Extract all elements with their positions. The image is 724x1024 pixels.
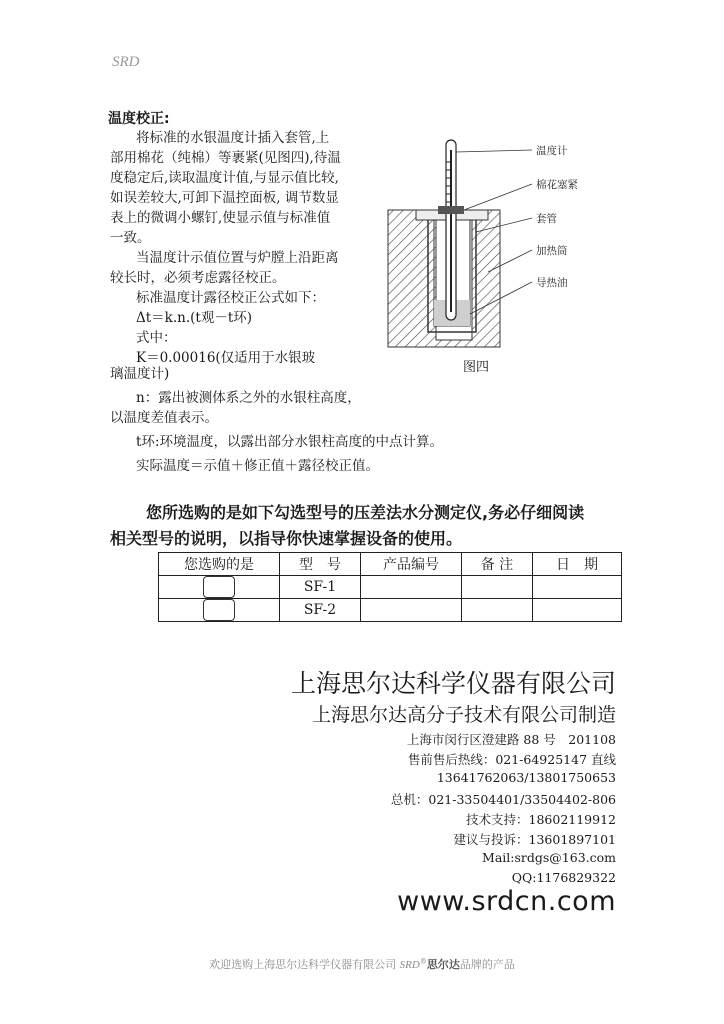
cotton-plug: [438, 206, 464, 214]
remark-cell: [462, 576, 533, 599]
footer-suffix: 品牌的产品: [459, 958, 515, 971]
table-row: [159, 576, 622, 599]
contact-hotline: 售前售后热线：021-64925147 直线: [407, 752, 616, 767]
footer: [0, 956, 724, 972]
section-title: 温度校正:: [108, 111, 170, 127]
notice-line-2: 相关型号的说明，以指导你快速掌握设备的使用。: [110, 529, 463, 548]
footer-prefix: 欢迎选购上海思尔达科学仪器有限公司: [209, 958, 400, 971]
text-line: 如误差较大,可卸下温控面板, 调节数显: [110, 190, 339, 206]
formula: Δt＝k.n.(t观－t环): [136, 310, 253, 326]
text-line: 部用棉花（纯棉）等裹紧(见图四),待温: [110, 150, 341, 166]
table-header-row: [159, 553, 622, 576]
text-line: 较长时，必须考虑露径校正。: [110, 270, 286, 286]
text-line: 璃温度计): [110, 366, 170, 382]
footer-brand-logo: SRD: [399, 959, 420, 971]
text-line: 一致。: [110, 230, 151, 246]
select-cell: [159, 599, 280, 622]
label-cotton-plug: 棉花塞紧: [536, 179, 578, 191]
text-line: K＝0.00016(仅适用于水银玻: [136, 350, 316, 366]
col-header-model: 型 号: [280, 553, 361, 576]
contact-address: 上海市闵行区澄建路 88 号 201108: [406, 732, 616, 747]
table-row: [159, 599, 622, 622]
model-cell: SF-1: [280, 576, 361, 599]
contact-tech-support: 技术支持：18602119912: [466, 812, 616, 827]
col-header-selected: 您选购的是: [159, 553, 280, 576]
text-line: t环:环境温度，以露出部分水银柱高度的中点计算。: [136, 434, 443, 450]
col-header-date: 日 期: [533, 553, 622, 576]
contact-qq: QQ:1176829322: [511, 870, 616, 885]
text-line: 当温度计示值位置与炉膛上沿距离: [136, 250, 339, 266]
label-thermometer: 温度计: [536, 145, 568, 157]
contact-complaints: 建议与投诉：13601897101: [453, 832, 616, 847]
text-line: 实际温度＝示值＋修正值＋露径校正值。: [136, 458, 379, 474]
product-no-cell: [361, 599, 462, 622]
select-cell: [159, 576, 280, 599]
col-header-remark: 备 注: [462, 553, 533, 576]
date-cell: [533, 599, 622, 622]
figure-thermometer-diagram: [382, 132, 618, 372]
remark-cell: [462, 599, 533, 622]
col-header-product-no: 产品编号: [361, 553, 462, 576]
text-line: 以温度差值表示。: [110, 410, 218, 426]
label-thermal-oil: 导热油: [536, 277, 568, 289]
label-heating-cylinder: 加热筒: [536, 245, 568, 257]
label-sleeve: 套管: [536, 213, 557, 225]
product-no-cell: [361, 576, 462, 599]
contact-switchboard: 总机：021-33504401/33504402-806: [390, 792, 616, 807]
footer-brand-cn: 思尔达: [426, 958, 460, 971]
text-line: 标准温度计露径校正公式如下：: [136, 290, 325, 306]
contact-mobiles: 13641762063/13801750653: [436, 770, 616, 785]
website-link[interactable]: www.srdcn.com: [397, 886, 616, 917]
footer-reg-mark: ®: [419, 957, 427, 966]
notice-line-1: 您所选购的是如下勾选型号的压差法水分测定仪,务必仔细阅读: [146, 503, 585, 522]
checkbox-sf-1[interactable]: [203, 576, 235, 598]
header-logo: SRD: [112, 54, 140, 70]
date-cell: [533, 576, 622, 599]
text-line: 式中：: [136, 330, 177, 346]
model-cell: SF-2: [280, 599, 361, 622]
manufacturer-name: 上海思尔达高分子技术有限公司制造: [311, 704, 616, 726]
model-selection-table: [158, 552, 622, 622]
company-name: 上海思尔达科学仪器有限公司: [290, 669, 616, 698]
contact-email[interactable]: Mail:srdgs@163.com: [482, 850, 616, 865]
figure-caption: 图四: [463, 360, 490, 375]
text-line: 表上的微调小螺钉,使显示值与标准值: [110, 210, 331, 226]
text-line: n：露出被测体系之外的水银柱高度，: [136, 390, 361, 406]
text-line: 将标准的水银温度计插入套管,上: [136, 130, 330, 146]
checkbox-sf-2[interactable]: [203, 599, 235, 621]
text-line: 度稳定后,读取温度计值,与显示值比较,: [110, 170, 339, 186]
